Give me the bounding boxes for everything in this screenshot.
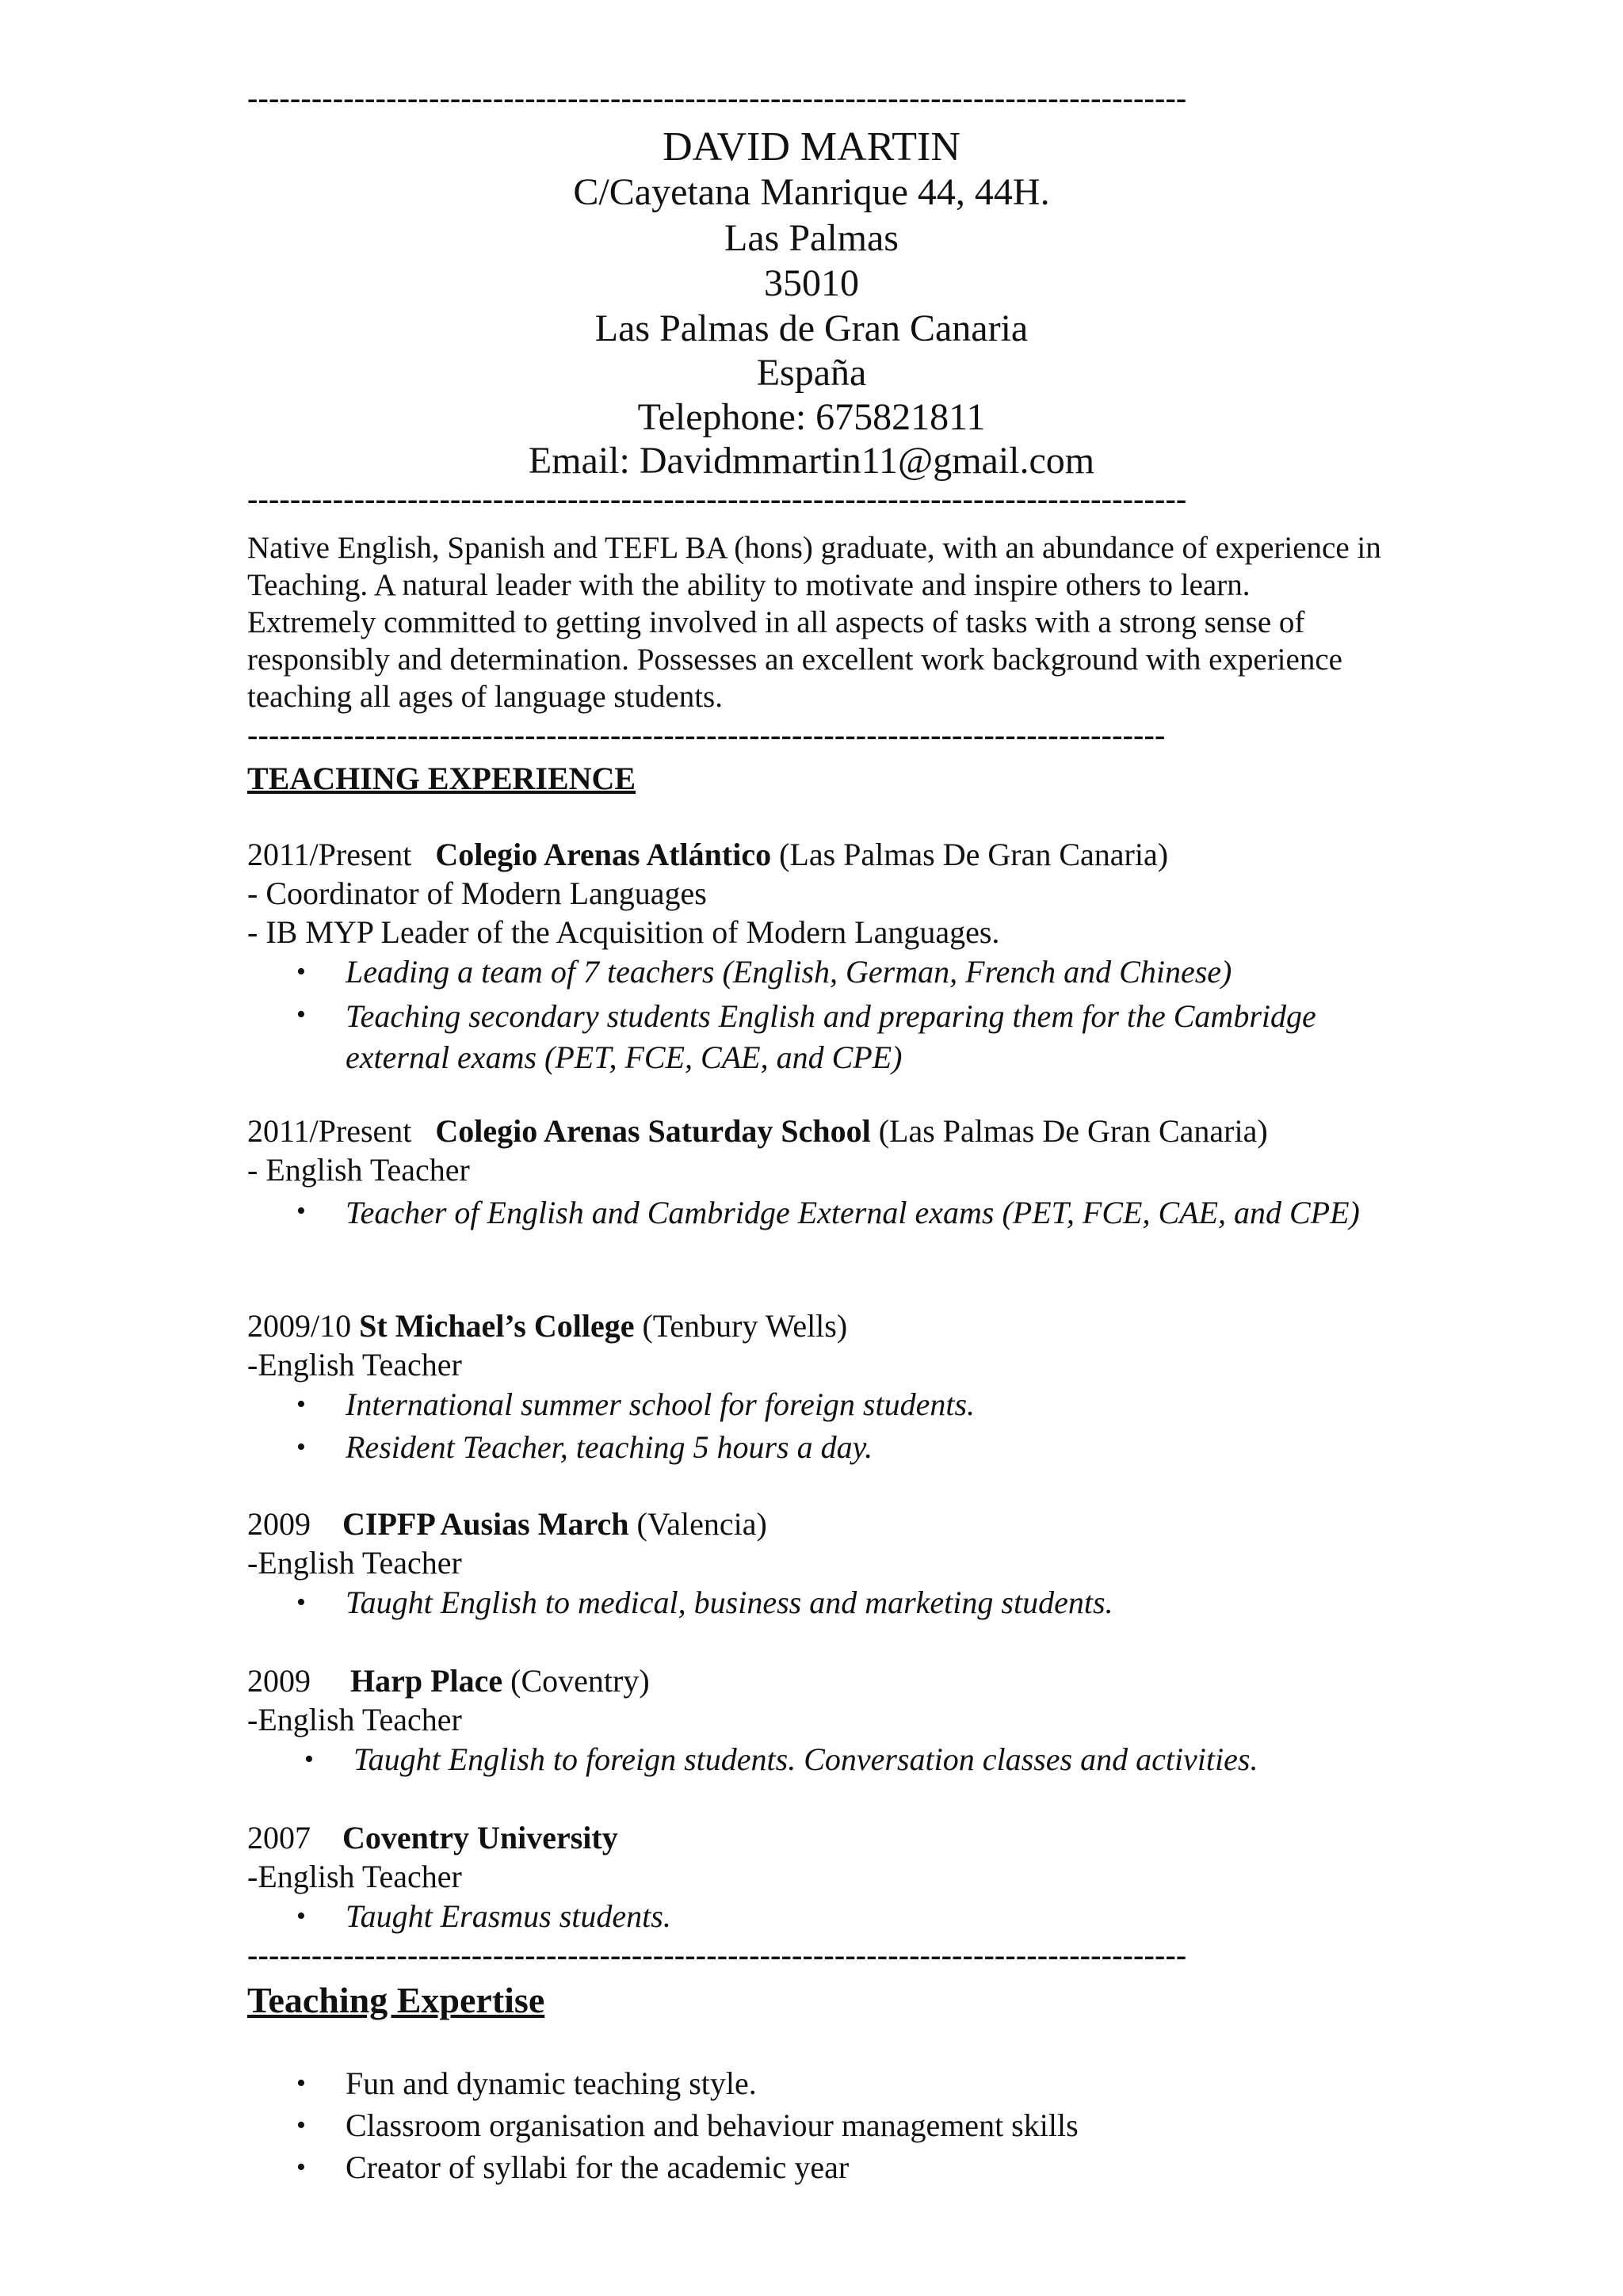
bullet-icon: •: [304, 1745, 314, 1774]
job-organization: St Michael’s College: [359, 1308, 635, 1344]
separator-after-summary: --------------------------------------------------------------------------------------: [247, 719, 1166, 751]
expertise-item: Creator of syllabi for the academic year: [346, 2149, 850, 2185]
job-role: - English Teacher: [247, 1152, 470, 1188]
job-role: - IB MYP Leader of the Acquisition of Modern Languages.: [247, 914, 1000, 950]
bullet-icon: •: [296, 957, 306, 986]
job-entry: [247, 839, 1168, 871]
job-detail: Taught Erasmus students.: [346, 1898, 671, 1934]
job-location: (Coventry): [510, 1663, 650, 1699]
job-date: 2011/Present: [247, 837, 412, 872]
job-detail: Taught English to medical, business and marketing students.: [346, 1585, 1113, 1620]
separator-after-experience: ----------------------------------------------------------------------------------------: [247, 1939, 1187, 1971]
profile-summary: Native English, Spanish and TEFL BA (hons) graduate, with an abundance of experience in Teaching. A natural leader with the ability to motivate and inspire others to learn. Extremely committed to getting involved in all aspects of tasks with a strong sense of responsibly and determination. Possesses an excellent work background with experience teaching all ages of language students.: [247, 531, 1381, 714]
address-country: España: [756, 352, 867, 394]
bullet-icon: •: [296, 2153, 306, 2182]
telephone: Telephone: 675821811: [637, 396, 986, 438]
job-detail: Taught English to foreign students. Conversation classes and activities.: [353, 1741, 1258, 1777]
bullet-icon: •: [296, 1901, 306, 1931]
job-detail: Resident Teacher, teaching 5 hours a day.: [346, 1429, 873, 1465]
job-role: -English Teacher: [247, 1859, 462, 1894]
teaching-experience-heading: TEACHING EXPERIENCE: [247, 761, 636, 796]
bullet-icon: •: [296, 2111, 306, 2140]
address-region: Las Palmas de Gran Canaria: [594, 307, 1029, 349]
address-postcode: 35010: [764, 262, 859, 304]
job-date: 2009/10: [247, 1308, 352, 1344]
job-detail: Teacher of English and Cambridge External exams (PET, FCE, CAE, and CPE): [346, 1195, 1360, 1230]
job-entry: [247, 1665, 650, 1697]
separator-after-header: ----------------------------------------------------------------------------------------: [247, 483, 1187, 515]
address-line-1: C/Cayetana Manrique 44, 44H.: [573, 171, 1050, 213]
bullet-icon: •: [296, 1196, 306, 1226]
expertise-item: Classroom organisation and behaviour management skills: [346, 2107, 1079, 2143]
job-date: 2009: [247, 1663, 311, 1699]
job-date: 2007: [247, 1820, 311, 1855]
job-entry: [247, 1508, 767, 1540]
job-date: 2011/Present: [247, 1113, 412, 1149]
job-organization: Colegio Arenas Atlántico: [435, 837, 772, 872]
job-role: -English Teacher: [247, 1347, 462, 1383]
job-role: -English Teacher: [247, 1545, 462, 1581]
job-entry: [247, 1113, 1268, 1149]
teaching-expertise-heading: Teaching Expertise: [247, 1980, 545, 2020]
job-entry: [247, 1310, 847, 1342]
bullet-icon: •: [296, 2069, 306, 2098]
bullet-icon: •: [296, 1390, 306, 1419]
address-city: Las Palmas: [724, 217, 899, 259]
job-location: (Las Palmas De Gran Canaria): [878, 1113, 1268, 1149]
expertise-item: Fun and dynamic teaching style.: [346, 2065, 757, 2101]
job-location: (Valencia): [636, 1506, 767, 1542]
job-organization: CIPFP Ausias March: [342, 1506, 629, 1542]
bullet-icon: •: [296, 1000, 306, 1029]
job-location: (Las Palmas De Gran Canaria): [779, 837, 1169, 872]
candidate-name: DAVID MARTIN: [663, 124, 960, 170]
job-role: -English Teacher: [247, 1702, 462, 1737]
job-role: - Coordinator of Modern Languages: [247, 875, 707, 911]
separator-top: ----------------------------------------------------------------------------------------: [247, 82, 1187, 114]
job-detail: International summer school for foreign students.: [346, 1386, 976, 1422]
job-date: 2009: [247, 1506, 311, 1542]
job-detail: Teaching secondary students English and preparing them for the Cambridge external exams (PET, FCE, CAE, and CPE): [346, 998, 1316, 1075]
email: Email: Davidmmartin11@gmail.com: [528, 440, 1095, 482]
job-entry: [247, 1822, 618, 1854]
job-organization: Colegio Arenas Saturday School: [435, 1113, 871, 1149]
job-organization: Coventry University: [342, 1820, 618, 1855]
bullet-icon: •: [296, 1432, 306, 1462]
job-detail: Leading a team of 7 teachers (English, German, French and Chinese): [346, 954, 1232, 990]
job-organization: Harp Place: [350, 1663, 503, 1699]
bullet-icon: •: [296, 1588, 306, 1617]
job-location: (Tenbury Wells): [642, 1308, 848, 1344]
